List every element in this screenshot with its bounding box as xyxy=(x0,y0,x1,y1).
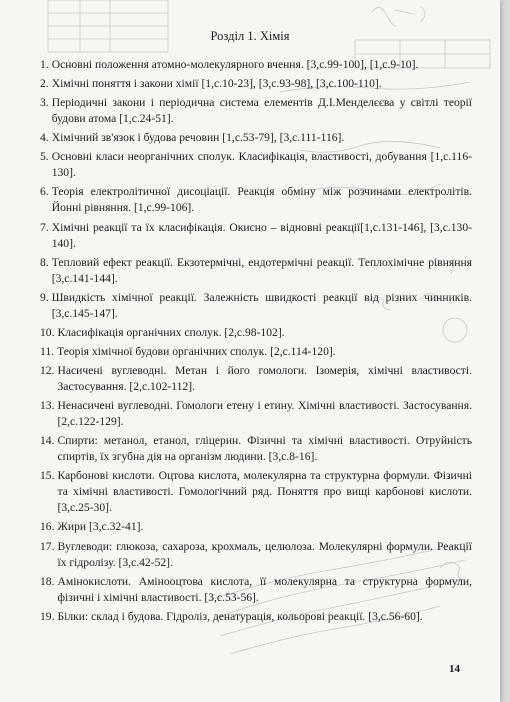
item-text: Теорія хімічної будови органічних сполук. [2,с.114-120]. xyxy=(57,344,336,358)
list-item xyxy=(40,149,472,181)
item-text: Швидкість хімічної реакції. Залежність швидкості реакції від різних чинників. [3,с.145-147]. xyxy=(51,290,472,320)
item-number: 12. xyxy=(40,364,55,378)
item-text: Класифікація органічних сполук. [2,с.98-102]. xyxy=(57,325,285,339)
item-text: Жири [3,с.32-41]. xyxy=(57,520,144,534)
item-number: 6. xyxy=(40,185,49,199)
item-text: Білки: склад і будова. Гідроліз, денатурація, кольорові реакції. [3,с.56-60]. xyxy=(57,609,423,623)
item-number: 10. xyxy=(40,325,55,339)
item-number: 16. xyxy=(40,520,55,534)
list-item xyxy=(40,290,472,322)
list-item xyxy=(40,433,472,465)
list-item xyxy=(40,398,472,430)
item-text: Хімічний зв'язок і будова речовин [1,с.53-79], [3,с.111-116]. xyxy=(51,131,345,145)
list-item xyxy=(40,574,472,606)
item-text: Основні класи неорганічних сполук. Класифікація, властивості, добування [1,с.116-130]. xyxy=(51,150,472,180)
item-text: Ненасичені вуглеводні. Гомологи етену і етину. Хімічні властивості. Застосування. [2,с.122-129]. xyxy=(57,399,472,429)
item-number: 7. xyxy=(40,220,49,234)
list-item xyxy=(40,519,472,535)
item-text: Карбонові кислоти. Оцтова кислота, молекулярна та структурна формули. Фізичні та хімічні властивості. Гомологічний ряд. Поняття про вищі карбонові кислоти. [3,с.25-30]. xyxy=(57,469,472,515)
list-item xyxy=(40,95,472,127)
list-item xyxy=(40,255,472,287)
list-item xyxy=(40,130,472,146)
list-item xyxy=(40,325,472,341)
item-number: 3. xyxy=(40,96,49,110)
item-number: 15. xyxy=(40,469,55,483)
item-number: 4. xyxy=(40,131,49,145)
item-text: Періодичні закони і періодична система елементів Д.І.Менделєєва у світлі теорії будови атома [1,с.24-51]. xyxy=(51,96,472,126)
item-number: 2. xyxy=(40,77,49,91)
topic-list xyxy=(40,57,472,628)
item-number: 18. xyxy=(40,574,55,588)
list-item xyxy=(40,57,472,73)
item-number: 11. xyxy=(40,344,55,358)
item-number: 14. xyxy=(40,434,55,448)
item-number: 8. xyxy=(40,255,49,269)
list-item xyxy=(40,609,472,625)
page-number: 14 xyxy=(449,663,460,675)
list-item xyxy=(40,539,472,571)
item-text: Вуглеводи: глюкоза, сахароза, крохмаль, целюлоза. Молекулярні формули. Реакції їх гідролізу. [3,с.42-52]. xyxy=(57,539,472,569)
item-text: Хімічні поняття і закони хімії [1,с.10-23], [3,с.93-98], [3,с.100-110]. xyxy=(51,77,382,91)
item-text: Теорія електролітичної дисоціації. Реакція обміну між розчинами електролітів. Йонні рівняння. [1,с.99-106]. xyxy=(51,185,472,215)
item-text: Тепловий ефект реакції. Екзотермічні, ендотермічні реакції. Теплохімічне рівняння [3,с.141-144]. xyxy=(51,255,472,285)
list-item xyxy=(40,76,472,92)
item-text: Основні положення атомно-молекулярного вчення. [3,с.99-100], [1,с.9-10]. xyxy=(51,58,419,71)
list-item xyxy=(40,363,472,395)
item-text: Насичені вуглеводні. Метан і його гомологи. Ізомерія, хімічні властивості. Застосування. [2,с.102-112]. xyxy=(57,364,472,394)
item-number: 1. xyxy=(40,58,49,71)
item-text: Спирти: метанол, етанол, гліцерин. Фізичні та хімічні властивості. Отруйність спиртів, їх згубна дія на організм людини. [3,с.8-16]. xyxy=(57,434,472,464)
item-number: 9. xyxy=(40,290,49,304)
list-item xyxy=(40,220,472,252)
list-item xyxy=(40,468,472,516)
item-text: Амінокислоти. Аміноoцтова кислота, її молекулярна та структурна формули, фізичні і хімічні властивості. [3,с.53-56]. xyxy=(57,574,472,604)
item-text: Хімічні реакції та їх класифікація. Окисно – відновні реакції[1,с.131-146], [3,с.130-140]. xyxy=(51,220,472,250)
item-number: 5. xyxy=(40,150,49,164)
item-number: 13. xyxy=(40,399,55,413)
list-item xyxy=(40,184,472,216)
list-item xyxy=(40,344,472,360)
item-number: 19. xyxy=(40,609,55,623)
section-title: Розділ 1. Хімія xyxy=(210,29,290,43)
item-number: 17. xyxy=(40,539,55,553)
